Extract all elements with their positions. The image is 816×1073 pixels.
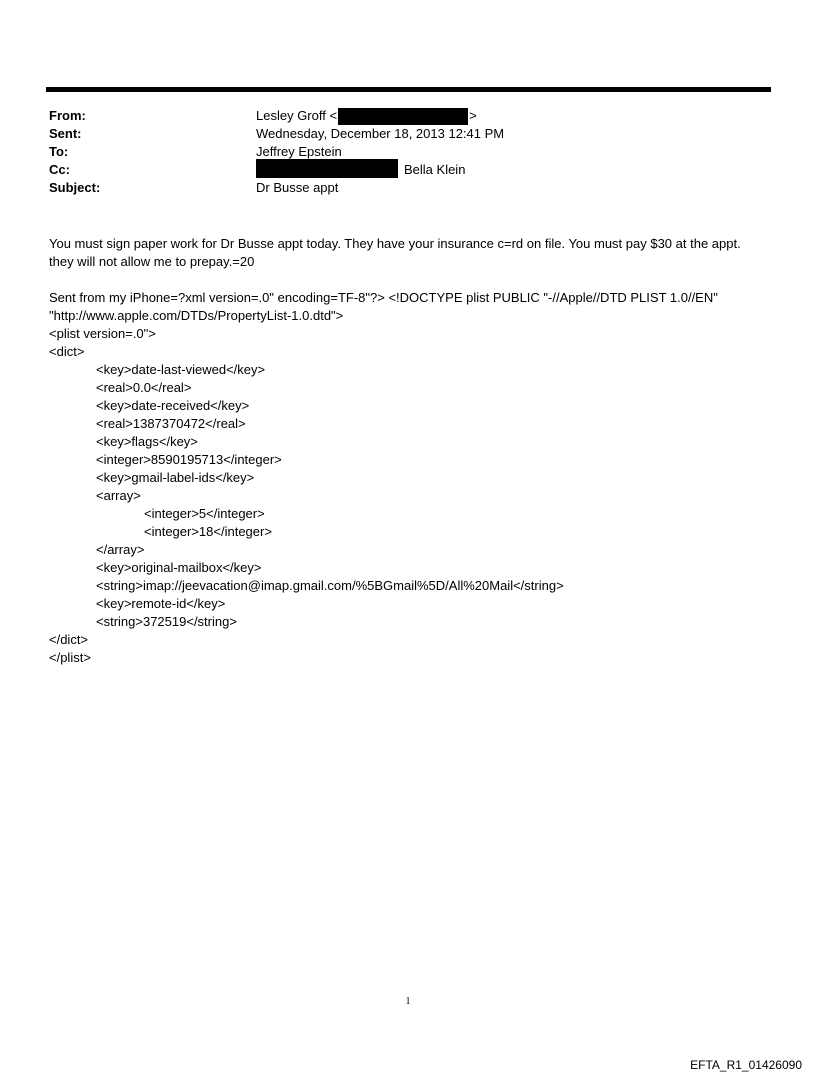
- spacer: [49, 271, 779, 289]
- from-label: From:: [49, 108, 86, 123]
- plist-line: </plist>: [49, 650, 91, 665]
- from-value: [256, 107, 477, 125]
- email-body: [49, 235, 779, 667]
- signature-line: "http://www.apple.com/DTDs/PropertyList-1.0.dtd">: [49, 308, 344, 323]
- plist-line: <key>date-last-viewed</key>: [96, 362, 266, 377]
- plist-block: [49, 325, 779, 667]
- cc-row: [49, 161, 769, 179]
- plist-line: </dict>: [49, 632, 89, 647]
- plist-line: <dict>: [49, 344, 85, 359]
- redaction-box: [256, 159, 398, 178]
- email-header-block: [49, 107, 769, 197]
- redaction-box: [338, 108, 468, 125]
- plist-line: <string>372519</string>: [96, 614, 237, 629]
- plist-line: <key>remote-id</key>: [96, 596, 226, 611]
- plist-line: <integer>5</integer>: [144, 506, 265, 521]
- plist-line: <key>original-mailbox</key>: [96, 560, 262, 575]
- plist-line: <key>gmail-label-ids</key>: [96, 470, 255, 485]
- plist-line: <string>imap://jeevacation@imap.gmail.com/%5BGmail%5D/All%20Mail</string>: [96, 578, 564, 593]
- plist-line: <key>date-received</key>: [96, 398, 250, 413]
- subject-label: Subject:: [49, 180, 101, 195]
- subject-row: [49, 179, 769, 197]
- sent-value: Wednesday, December 18, 2013 12:41 PM: [256, 126, 505, 141]
- cc-label: Cc:: [49, 162, 70, 177]
- to-value: Jeffrey Epstein: [256, 144, 342, 159]
- message-line: they will not allow me to prepay.=20: [49, 254, 255, 269]
- sent-row: [49, 125, 769, 143]
- header-divider: [46, 87, 771, 92]
- plist-line: <real>0.0</real>: [96, 380, 192, 395]
- plist-line: <array>: [96, 488, 141, 503]
- plist-line: <plist version=.0">: [49, 326, 156, 341]
- from-row: [49, 107, 769, 125]
- plist-line: <integer>8590195713</integer>: [96, 452, 282, 467]
- sent-label: Sent:: [49, 126, 82, 141]
- plist-line: </array>: [96, 542, 145, 557]
- subject-value: Dr Busse appt: [256, 180, 339, 195]
- bates-number: EFTA_R1_01426090: [690, 1058, 802, 1072]
- cc-value: Bella Klein: [404, 162, 466, 177]
- to-label: To:: [49, 144, 69, 159]
- from-name: Lesley Groff <: [256, 108, 338, 123]
- cc-value-wrap: [256, 161, 465, 180]
- plist-line: <real>1387370472</real>: [96, 416, 246, 431]
- plist-line: <key>flags</key>: [96, 434, 198, 449]
- from-close: >: [469, 108, 477, 123]
- signature-line: Sent from my iPhone=?xml version=.0" encoding=TF-8"?> <!DOCTYPE plist PUBLIC "-//Apple//DTD PLIST 1.0//EN": [49, 290, 718, 305]
- to-row: [49, 143, 769, 161]
- message-line: You must sign paper work for Dr Busse appt today. They have your insurance c=rd on file. You must pay $30 at the appt.: [49, 236, 741, 251]
- plist-line: <integer>18</integer>: [144, 524, 272, 539]
- page-number: 1: [405, 996, 411, 1007]
